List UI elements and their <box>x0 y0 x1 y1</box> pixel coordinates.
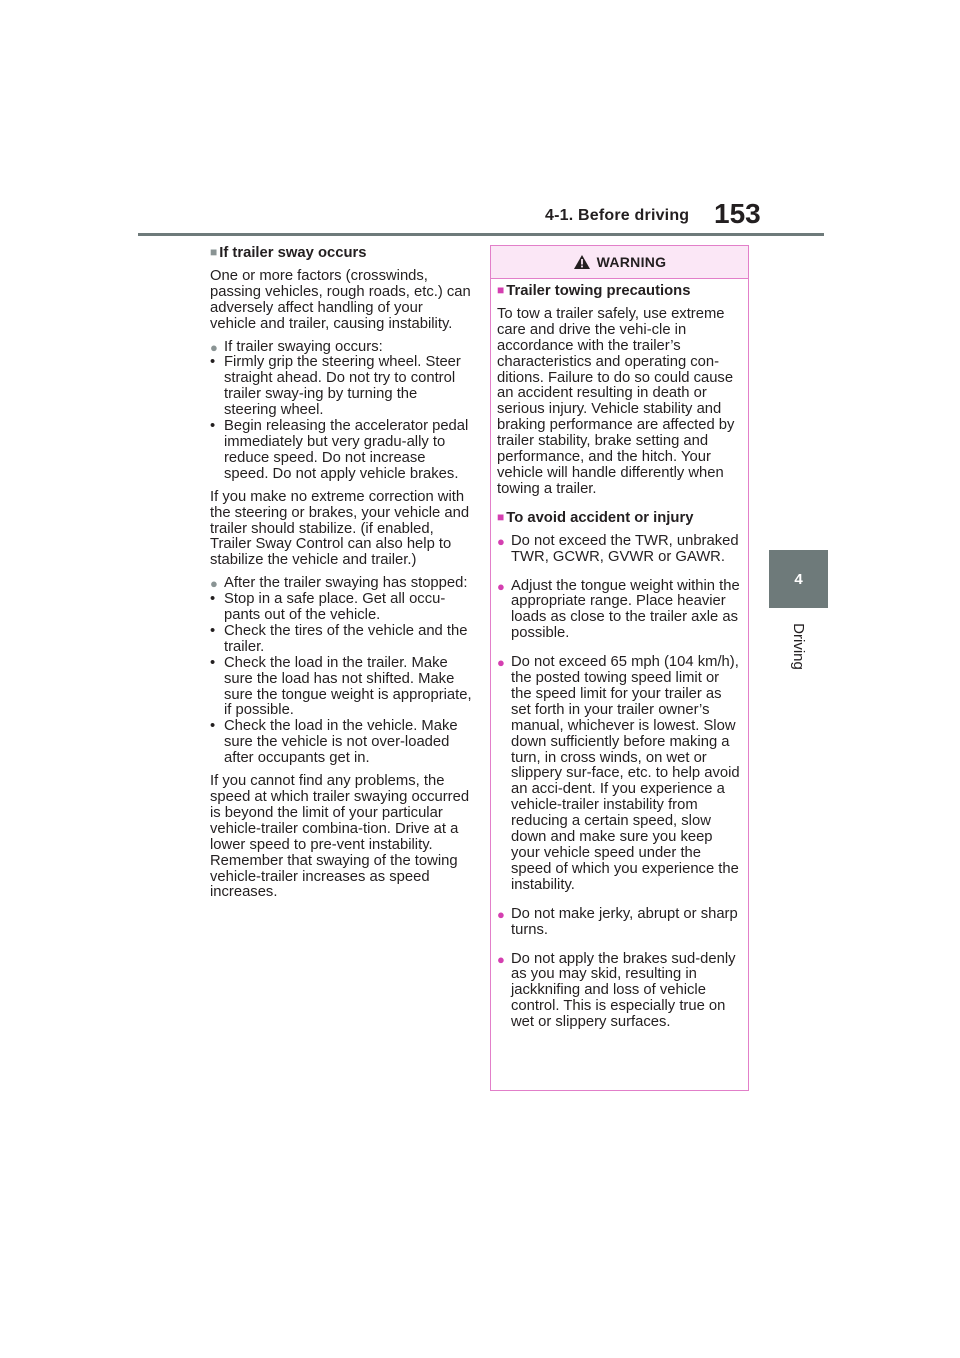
list-item-text: Begin releasing the accelerator pedal immediately but very gradu-ally to reduce speed. Do not increase speed. Do not apply vehicle brakes. <box>224 418 469 482</box>
list-item: • Check the load in the trailer. Make sure the load has not shifted. Make sure the tongue weight is appropriate, if possible. <box>210 654 472 719</box>
list-item: • Check the load in the vehicle. Make sure the vehicle is not over-loaded after occupants get in. <box>210 719 472 767</box>
list-item: • Stop in a safe place. Get all occu-pants out of the vehicle. <box>210 592 472 624</box>
chapter-label <box>762 616 834 676</box>
intro-paragraph: One or more factors (crosswinds, passing vehicles, rough roads, etc.) can adversely affect handling of your vehicle and trailer, causing instability. <box>210 267 471 332</box>
bullet-text: After the trailer swaying has stopped: <box>224 575 468 592</box>
bullet-swaying-occurs <box>210 340 472 483</box>
round-bullet-icon: ● <box>497 655 505 671</box>
page-number: 153 <box>714 198 761 229</box>
list-item <box>497 655 740 894</box>
warning-paragraph: To tow a trailer safely, use extreme care and drive the vehi-cle in accordance with the trailer’s characteristics and operating con-ditions. Failure to do so could cause an accident resulting in death or serious injury. Vehicle stability and braking performance are affected by trailer stability, brake setting and performance, and the hitch. Your vehicle will handle differently when towing a trailer. <box>497 305 735 497</box>
square-bullet-icon: ■ <box>497 509 505 524</box>
stabilize-paragraph: If you make no extreme correction with the steering or brakes, your vehicle and trailer should stabilize. (if enabled, Trailer Sway Control can also help to stabilize the vehicle and trailer.) <box>210 488 470 569</box>
bullet-swaying-stopped <box>210 576 472 767</box>
bullet-text: If trailer swaying occurs: <box>224 338 383 355</box>
warning-heading-avoid <box>497 511 740 527</box>
chapter-tab[interactable] <box>769 550 828 608</box>
warning-heading-towing <box>497 284 740 300</box>
round-bullet-icon: ● <box>497 951 505 967</box>
round-bullet-icon: ● <box>497 578 505 594</box>
round-bullet-icon: ● <box>497 906 505 922</box>
warning-body <box>491 279 748 1031</box>
chapter-number: 4 <box>794 570 803 588</box>
list-item-text: Check the load in the trailer. Make sure the load has not shifted. Make sure the tongue weight is appropriate, if possible. <box>224 654 472 719</box>
list-item-text: Do not exceed the TWR, unbraked TWR, GCWR, GVWR or GAWR. <box>511 532 739 565</box>
warning-title: WARNING <box>596 254 667 270</box>
warning-heading-text: To avoid accident or injury <box>506 509 694 526</box>
conclusion-paragraph: If you cannot find any problems, the speed at which trailer swaying occurred is beyond the limit of your particular vehicle-trailer combina-tion. Drive at a lower speed to pre-vent instability. Remember that swaying of the towing vehicle-trailer increases as speed increases. <box>210 773 470 901</box>
list-item <box>497 579 740 643</box>
list-item-text: Do not exceed 65 mph (104 km/h), the posted towing speed limit or the speed limit for your trailer as set forth in your trailer owner’s manual, whichever is lowest. Slow down sufficiently before making a turn, in cross winds, on wet or slippery sur-face, etc. to help avoid an acci-dent. If you experience a vehicle-trailer instability from reducing a certain speed, slow down and make sure you keep your vehicle speed under the speed of which you experience the instability. <box>511 654 740 893</box>
section-title: 4-1. Before driving <box>545 207 690 224</box>
list-item <box>497 534 740 566</box>
chapter-label-text: Driving <box>789 622 807 670</box>
list-item-text: Firmly grip the steering wheel. Steer straight ahead. Do not try to control trailer sway-ing by turning the steering wheel. <box>224 354 461 419</box>
header-divider <box>138 233 824 236</box>
warning-triangle-icon <box>573 254 591 270</box>
section-heading-text: If trailer sway occurs <box>219 245 367 261</box>
list-item: • Firmly grip the steering wheel. Steer straight ahead. Do not try to control trailer sway-ing by turning the steering wheel. <box>210 355 472 419</box>
warning-box <box>490 245 749 1091</box>
list-item-text: Do not apply the brakes sud-denly as you may skid, resulting in jackknifing and loss of vehicle control. This is especially true on wet or slippery surfaces. <box>511 950 736 1031</box>
round-bullet-icon: ● <box>210 339 218 355</box>
warning-heading-text: Trailer towing precautions <box>506 283 691 299</box>
list-item <box>497 952 740 1032</box>
square-bullet-icon: ■ <box>210 245 218 259</box>
list-item <box>497 907 740 939</box>
list-item-text: Stop in a safe place. Get all occu-pants out of the vehicle. <box>224 591 446 624</box>
list-item-text: Check the tires of the vehicle and the trailer. <box>224 622 468 655</box>
list-item-text: Check the load in the vehicle. Make sure the vehicle is not over-loaded after occupants get in. <box>224 718 458 767</box>
left-column <box>210 246 472 908</box>
warning-header <box>491 246 748 279</box>
list-item-text: Do not make jerky, abrupt or sharp turns. <box>511 905 738 938</box>
section-heading <box>210 246 472 262</box>
round-bullet-icon: ● <box>497 533 505 549</box>
list-item: • Check the tires of the vehicle and the trailer. <box>210 624 472 656</box>
list-item: • Begin releasing the accelerator pedal immediately but very gradu-ally to reduce speed. Do not increase speed. Do not apply vehicle brakes. <box>210 419 472 483</box>
round-bullet-icon: ● <box>210 576 218 592</box>
list-item-text: Adjust the tongue weight within the appropriate range. Place heavier loads as close to the trailer axle as possible. <box>511 577 740 642</box>
square-bullet-icon: ■ <box>497 283 505 297</box>
